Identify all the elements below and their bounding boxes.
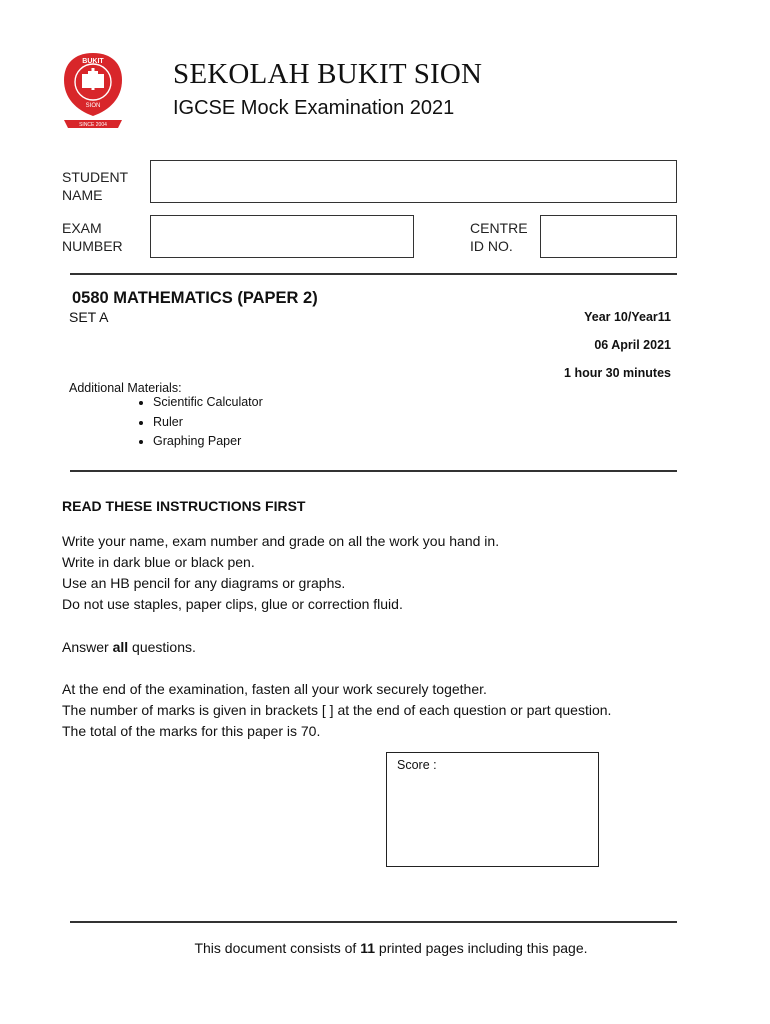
logo-top-text: BUKIT — [82, 58, 104, 65]
student-name-field[interactable] — [150, 160, 677, 203]
list-item: • Ruler — [153, 413, 263, 433]
materials-label: Additional Materials: — [69, 381, 182, 395]
instructions-block — [62, 531, 499, 615]
instruction-line: Do not use staples, paper clips, glue or correction fluid. — [62, 596, 403, 612]
centre-id-field[interactable] — [540, 215, 677, 258]
answer-instruction: Answer all questions. — [62, 639, 196, 655]
paper-year: Year 10/Year11 — [584, 310, 671, 324]
instruction-line: Use an HB pencil for any diagrams or graphs. — [62, 575, 346, 591]
exam-title: IGCSE Mock Examination 2021 — [173, 97, 455, 119]
instructions-heading: READ THESE INSTRUCTIONS FIRST — [62, 498, 306, 514]
paper-title: 0580 MATHEMATICS (PAPER 2) — [72, 289, 318, 307]
materials-list — [113, 393, 263, 452]
logo-bottom-text: SION — [85, 103, 101, 109]
paper-date: 06 April 2021 — [594, 338, 671, 352]
exam-number-field[interactable] — [150, 215, 414, 258]
school-crest-icon — [60, 50, 126, 134]
divider — [70, 921, 677, 923]
instruction-line: At the end of the examination, fasten all your work securely together. — [62, 681, 487, 697]
score-label: Score : — [397, 758, 437, 772]
paper-duration: 1 hour 30 minutes — [564, 366, 671, 380]
student-name-label: STUDENT NAME — [62, 169, 129, 203]
exam-number-label: EXAM NUMBER — [62, 220, 123, 254]
divider — [70, 470, 677, 472]
logo-ribbon-text: SINCE 2004 — [79, 122, 107, 128]
page-count-footer: This document consists of 11 printed pages including this page. — [194, 940, 588, 956]
school-name: SEKOLAH BUKIT SION — [173, 58, 483, 90]
instruction-line: Write your name, exam number and grade on all the work you hand in. — [62, 533, 500, 549]
divider — [70, 273, 677, 275]
list-item: • Scientific Calculator — [153, 393, 263, 413]
list-item: • Graphing Paper — [153, 432, 263, 452]
end-instructions-block — [62, 679, 611, 742]
instruction-line: The number of marks is given in brackets [ ] at the end of each question or part question. — [62, 702, 612, 718]
centre-id-label: CENTRE ID NO. — [470, 220, 528, 254]
instruction-line: The total of the marks for this paper is 70. — [62, 723, 321, 739]
paper-set: SET A — [69, 309, 109, 325]
instruction-line: Write in dark blue or black pen. — [62, 554, 255, 570]
